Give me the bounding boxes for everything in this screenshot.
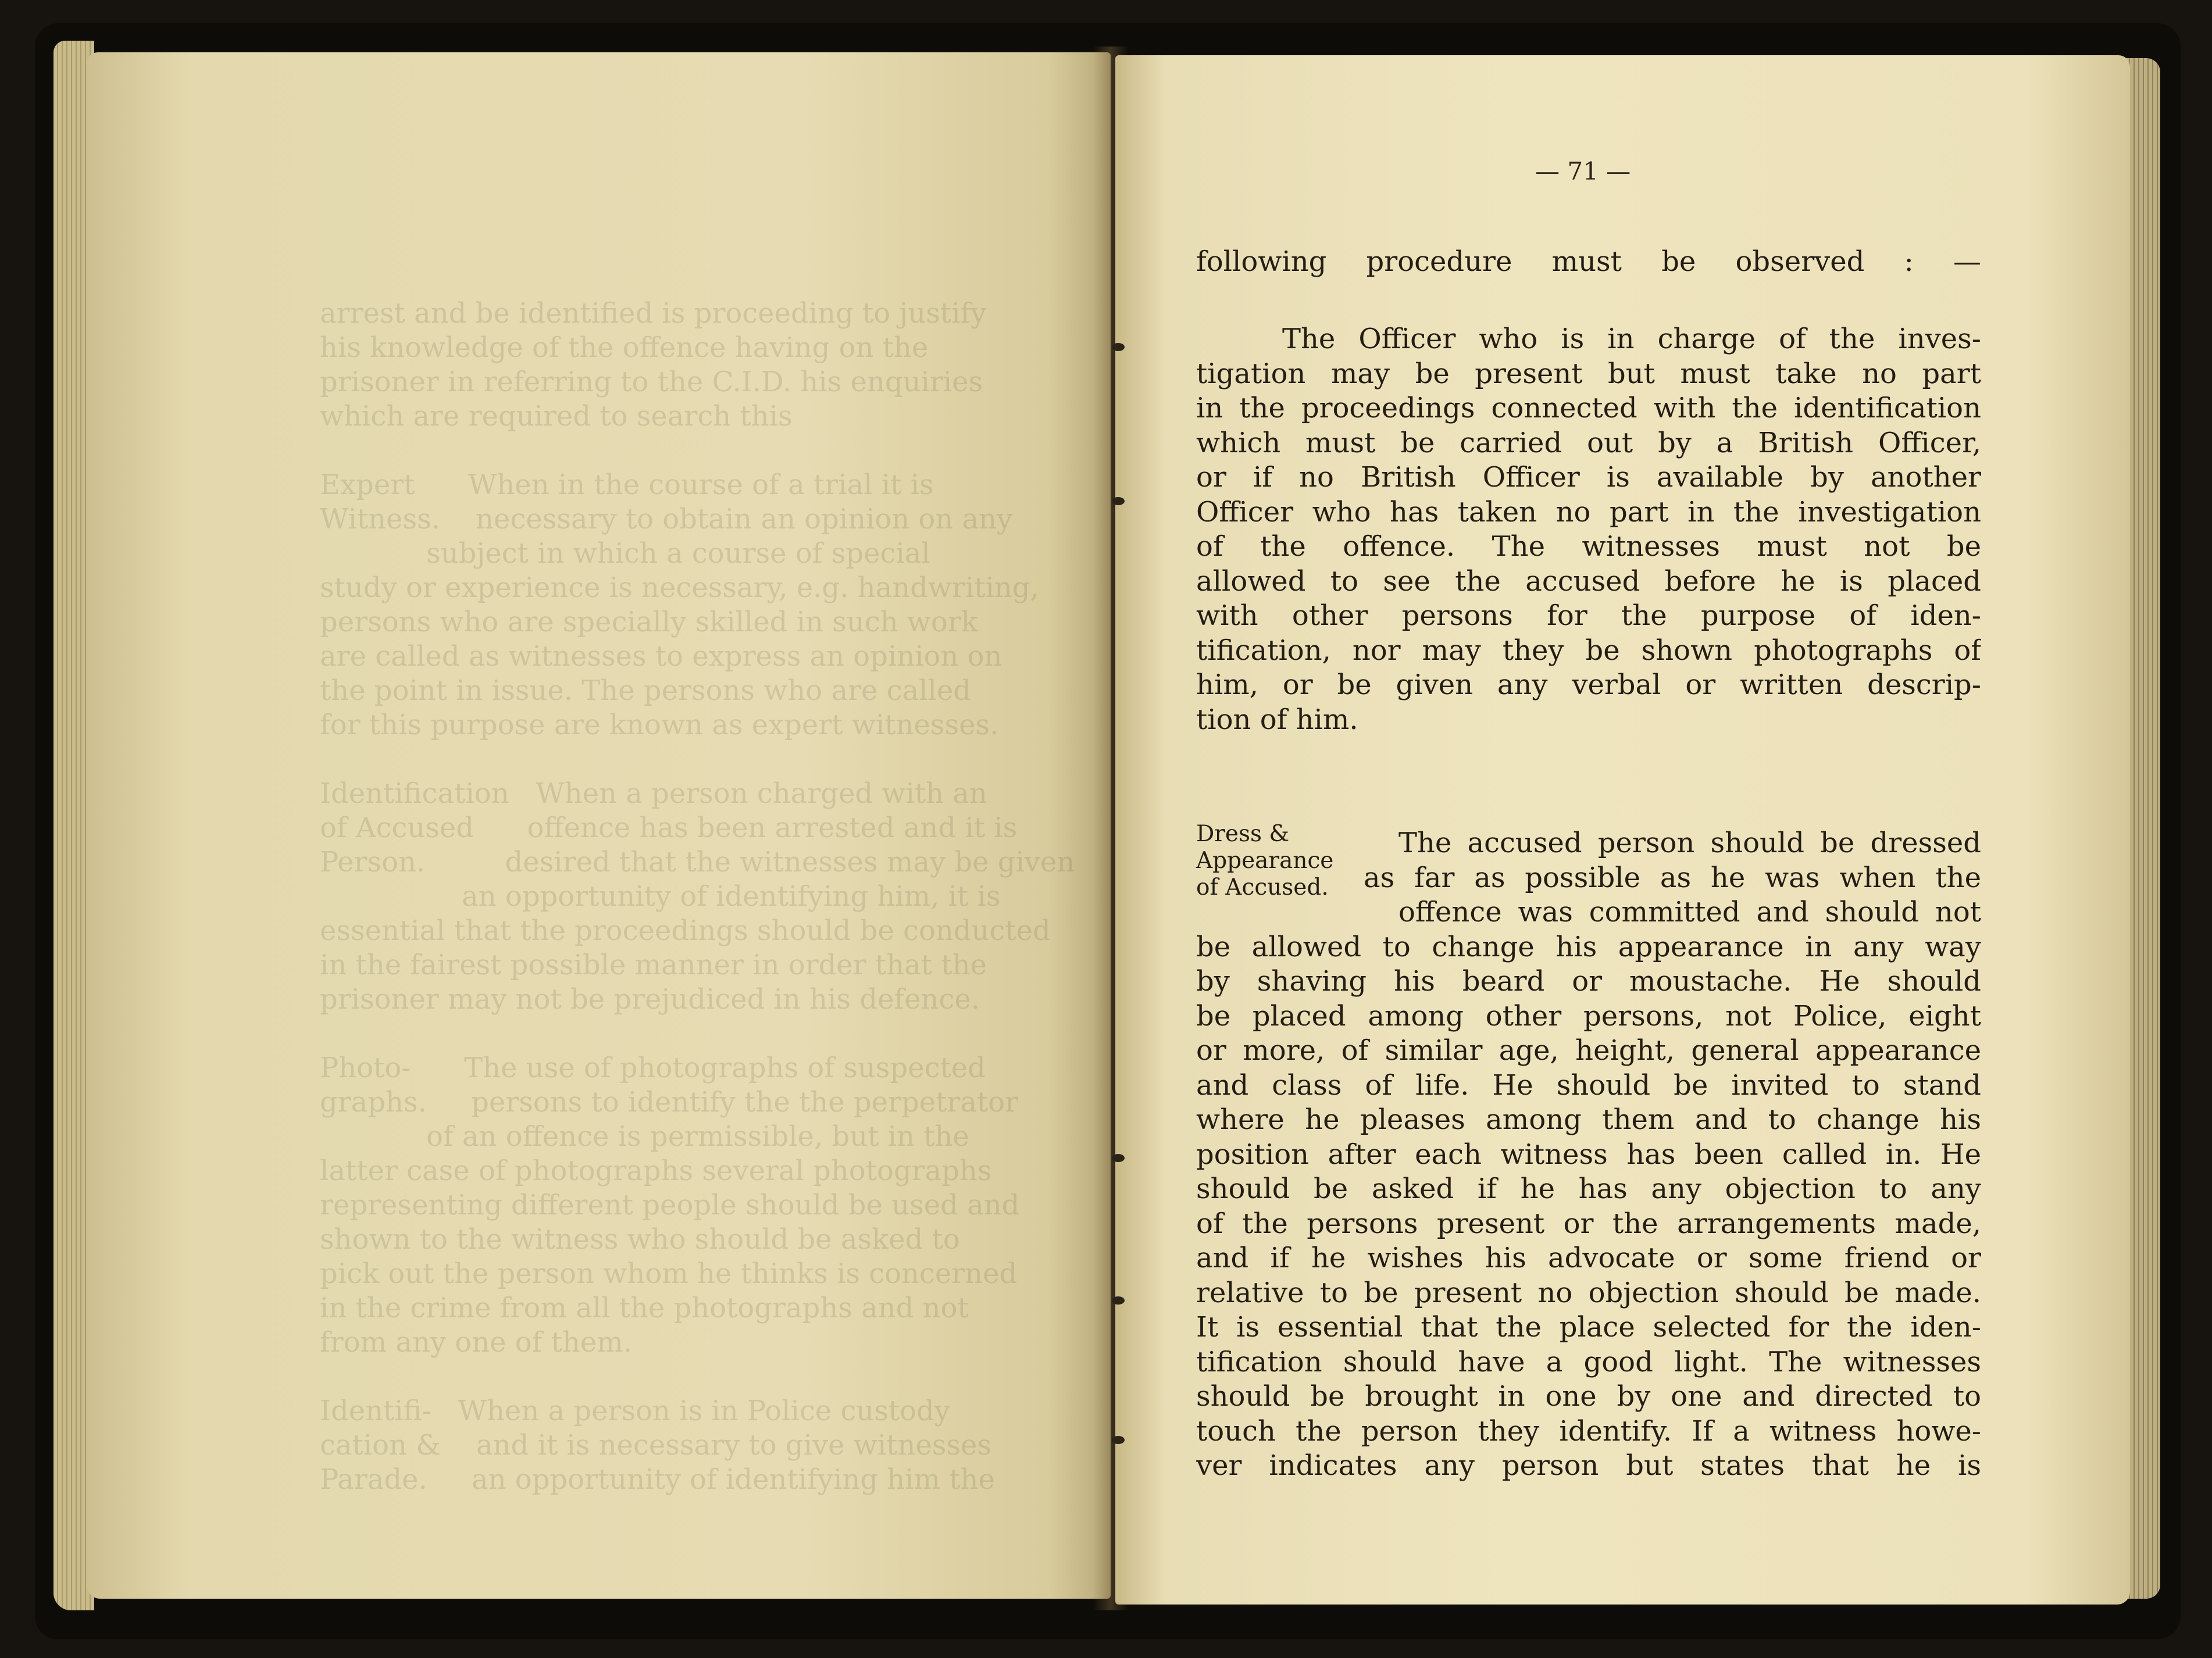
text-line: with other persons for the purpose of iden-	[1196, 599, 1981, 632]
text-line: in the proceedings connected with the identification	[1196, 392, 1981, 424]
text-line: and if he wishes his advocate or some friend or	[1196, 1242, 1981, 1274]
right-page-edges	[2125, 58, 2160, 1599]
margin-heading-line: of Accused.	[1196, 874, 1329, 901]
text-line: The accused person should be dressed	[1398, 827, 1981, 859]
binding-stitch	[1112, 1436, 1125, 1444]
text-line: or if no British Officer is available by another	[1196, 461, 1981, 494]
text-line: should be brought in one by one and directed to	[1196, 1380, 1981, 1413]
text-line: allowed to see the accused before he is placed	[1196, 564, 1981, 598]
text-line: ver indicates any person but states that he is	[1196, 1449, 1981, 1482]
text-line: as far as possible as he was when the	[1364, 861, 1981, 894]
text-line: or more, of similar age, height, general appearance	[1196, 1034, 1981, 1067]
left-page	[87, 52, 1111, 1599]
text-line: be placed among other persons, not Police, eight	[1196, 999, 1981, 1032]
text-line: offence was committed and should not	[1398, 896, 1981, 928]
text-line: The Officer who is in charge of the inves-	[1282, 323, 1981, 355]
text-line: and class of life. He should be invited to stand	[1196, 1069, 1981, 1102]
text-line: him, or be given any verbal or written descrip-	[1196, 669, 1981, 701]
show-through-text: arrest and be identified is proceeding to justify his knowledge of the offence having on the prisoner in referring to the C.I.D. his enquiries which are required to search this Expert When in the course of a trial it is Witness. necessary to obtain an opinion on any subject in which a course of special study or experience is necessary, e.g. handwriting, persons who are specially skilled in such work are called as witnesses to express an opinion on the point in issue. The persons who are called for this purpose are known as expert witnesses. Identification When a person charged with an of Accused offence has been arrested and it is Person. desired that the witnesses may be given an opportunity of identifying him, it is essential that the proceedings should be conducted in the fairest possible manner in order that the prisoner may not be prejudiced in his defence. Photo- The use of photographs of suspected graphs. persons to identify the the perpetrator of an offence is permissible, but in the latter case of photographs several photographs representing different people should be used and shown to the witness who should be asked to pick out the person whom he thinks is concerned in the crime from all the photographs and not from any one of them. Identifi- When a person is in Police custody cation & and it is necessary to give witnesses Parade. an opportunity of identifying him the	[320, 297, 1075, 1496]
text-line: relative to be present no objection should be made.	[1196, 1276, 1981, 1309]
text-line: Officer who has taken no part in the investigation	[1196, 495, 1981, 528]
text-line: by shaving his beard or moustache. He should	[1196, 965, 1981, 998]
text-line: position after each witness has been called in. He	[1196, 1138, 1981, 1171]
text-line: tification, nor may they be shown photographs of	[1196, 634, 1981, 667]
binding-stitch	[1112, 1296, 1125, 1305]
text-line: of the offence. The witnesses must not be	[1196, 530, 1981, 563]
text-line: of the persons present or the arrangements made,	[1196, 1207, 1981, 1240]
binding-stitch	[1112, 343, 1125, 351]
margin-heading-line: Dress &	[1196, 821, 1290, 847]
margin-heading-line: Appearance	[1196, 848, 1334, 874]
paragraph-identification-procedure	[1196, 322, 1981, 737]
paragraph-intro	[1196, 245, 1981, 280]
text-line: be allowed to change his appearance in any way	[1196, 930, 1981, 963]
text-line: tion of him.	[1196, 703, 1358, 736]
text-line: tigation may be present but must take no part	[1196, 357, 1981, 390]
text-line: touch the person they identify. If a witness howe-	[1196, 1414, 1981, 1448]
binding-stitch	[1112, 1154, 1125, 1162]
text-line: where he pleases among them and to change his	[1196, 1103, 1981, 1136]
text-line: tification should have a good light. The witnesses	[1196, 1345, 1981, 1378]
text-line: should be asked if he has any objection to any	[1196, 1173, 1981, 1205]
binding-stitch	[1112, 497, 1125, 505]
paragraph-dress-appearance	[1196, 826, 1981, 1484]
page-number: — 71 —	[1535, 157, 1631, 185]
text-line: following procedure must be observed : —	[1196, 245, 1981, 278]
text-line: which must be carried out by a British Officer,	[1196, 426, 1981, 459]
text-line: It is essential that the place selected for the iden-	[1196, 1311, 1981, 1343]
